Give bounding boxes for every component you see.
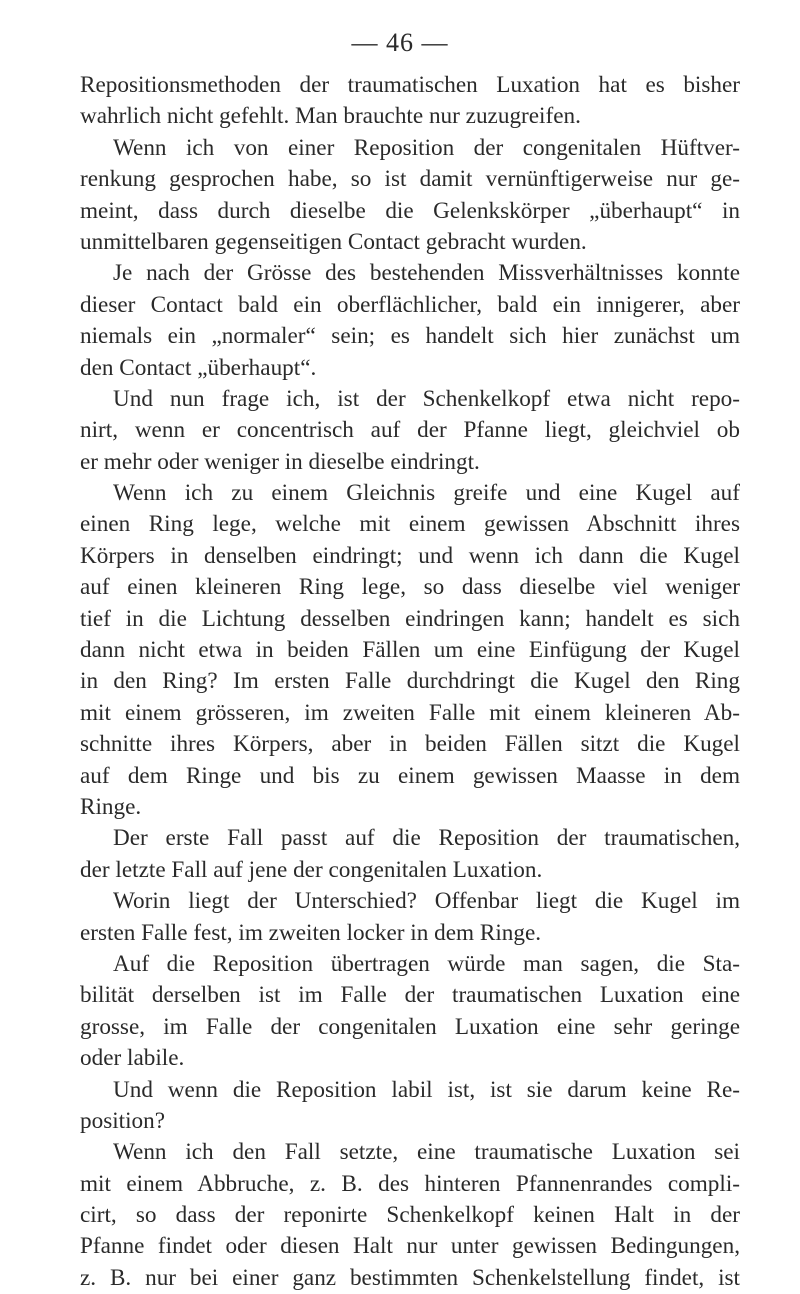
text-line: cirt, so dass der reponirte Schenkelkopf keinen Halt in der: [80, 1202, 740, 1229]
text-line: der letzte Fall auf jene der congenitalen Luxation.: [80, 856, 543, 883]
text-line: wahrlich nicht gefehlt. Man brauchte nur zuzugreifen.: [80, 103, 581, 130]
text-line: dann nicht etwa in beiden Fällen um eine Einfügung der Kugel: [80, 637, 740, 664]
text-line: tief in die Lichtung desselben eindringen kann; handelt es sich: [80, 605, 740, 632]
text-line: ersten Falle fest, im zweiten locker in dem Ringe.: [80, 919, 542, 946]
text-line: Worin liegt der Unterschied? Offenbar liegt die Kugel im: [113, 888, 740, 915]
text-line: dieser Contact bald ein oberflächlicher, bald ein innigerer, aber: [80, 291, 740, 318]
text-line: auf dem Ringe und bis zu einem gewissen Maasse in dem: [80, 762, 740, 789]
body-text: [80, 70, 740, 1294]
text-line: in den Ring? Im ersten Falle durchdringt die Kugel den Ring: [80, 668, 740, 695]
text-line: Wenn ich zu einem Gleichnis greife und eine Kugel auf: [113, 480, 740, 507]
text-line: position?: [80, 1107, 166, 1134]
text-line: mit einem Abbruche, z. B. des hinteren Pfannenrandes compli-: [80, 1170, 740, 1197]
page-number: — 46 —: [351, 28, 449, 57]
text-line: auf einen kleineren Ring lege, so dass dieselbe viel weniger: [80, 574, 740, 601]
text-line: Wenn ich den Fall setzte, eine traumatische Luxation sei: [113, 1139, 740, 1166]
text-line: den Contact „überhaupt“.: [80, 354, 317, 381]
text-line: er mehr oder weniger in dieselbe eindringt.: [80, 448, 480, 475]
text-line: Der erste Fall passt auf die Reposition der traumatischen,: [113, 825, 740, 852]
text-line: renkung gesprochen habe, so ist damit vernünftigerweise nur ge-: [80, 166, 740, 193]
text-line: unmittelbaren gegenseitigen Contact gebracht wurden.: [80, 228, 587, 255]
text-line: grosse, im Falle der congenitalen Luxation eine sehr geringe: [80, 1013, 740, 1040]
text-line: z. B. nur bei einer ganz bestimmten Schenkelstellung findet, ist: [80, 1264, 740, 1291]
text-line: schnitte ihres Körpers, aber in beiden Fällen sitzt die Kugel: [80, 731, 740, 758]
text-line: nirt, wenn er concentrisch auf der Pfanne liegt, gleichviel ob: [80, 417, 740, 444]
text-line: Je nach der Grösse des bestehenden Missverhältnisses konnte: [113, 260, 740, 287]
text-line: Pfanne findet oder diesen Halt nur unter gewissen Bedingungen,: [80, 1233, 740, 1260]
text-line: Auf die Reposition übertragen würde man sagen, die Sta-: [113, 950, 740, 977]
text-line: Wenn ich von einer Reposition der congenitalen Hüftver-: [113, 134, 740, 161]
text-line: Repositionsmethoden der traumatischen Luxation hat es bisher: [80, 72, 740, 98]
text-line: meint, dass durch dieselbe die Gelenkskörper „überhaupt“ in: [80, 197, 740, 224]
text-line: Und nun frage ich, ist der Schenkelkopf etwa nicht repo-: [113, 385, 740, 412]
text-line: bilität derselben ist im Falle der traumatischen Luxation eine: [80, 982, 740, 1009]
text-line: einen Ring lege, welche mit einem gewissen Abschnitt ihres: [80, 511, 740, 538]
text-line: Und wenn die Reposition labil ist, ist sie darum keine Re-: [113, 1076, 740, 1103]
text-line: oder labile.: [80, 1045, 185, 1072]
text-line: mit einem grösseren, im zweiten Falle mit einem kleineren Ab-: [80, 699, 740, 726]
text-line: Ringe.: [80, 793, 142, 820]
text-line: niemals ein „normaler“ sein; es handelt sich hier zunächst um: [80, 323, 740, 350]
text-line: Körpers in denselben eindringt; und wenn ich dann die Kugel: [80, 542, 740, 569]
